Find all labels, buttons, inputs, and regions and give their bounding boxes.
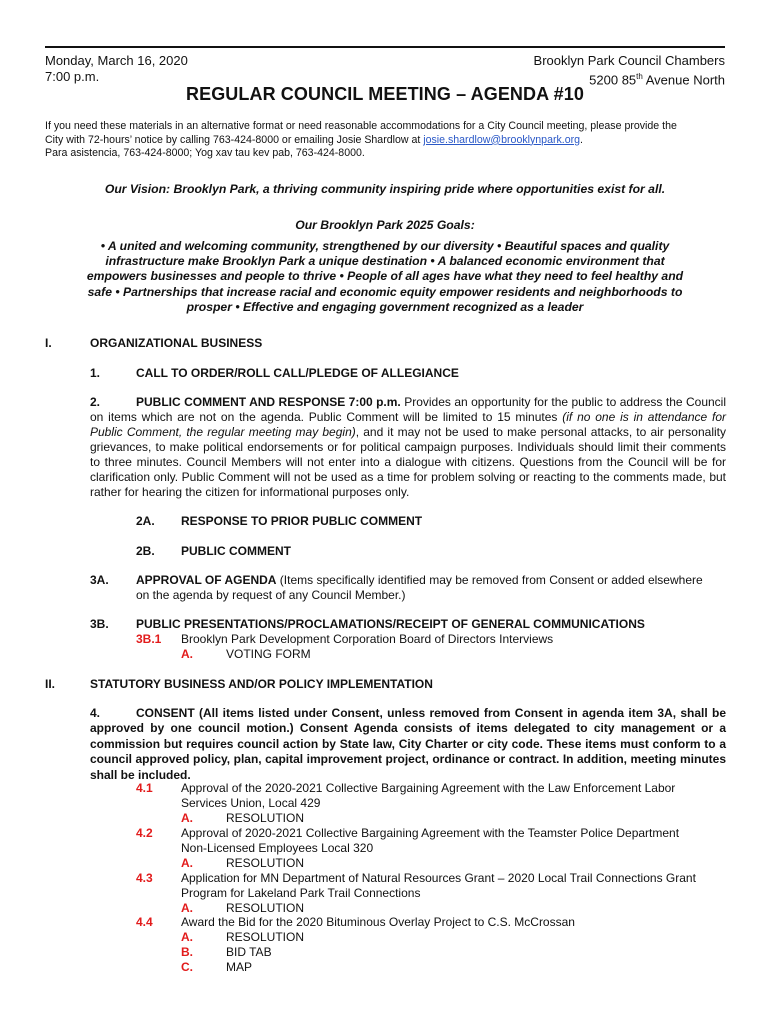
item-title: PUBLIC COMMENT	[181, 544, 291, 558]
sub-item-text[interactable]: Brooklyn Park Development Corporation Board of Directors Interviews	[181, 632, 554, 646]
item-number: 3B.	[90, 617, 109, 631]
consent-item-text-cont[interactable]: Services Union, Local 429	[181, 796, 321, 810]
attachment-letter: A.	[181, 901, 193, 915]
attachment-link[interactable]: BID TAB	[226, 945, 272, 959]
item-number: 1.	[90, 366, 101, 380]
section-number: II.	[45, 677, 56, 691]
meeting-date: Monday, March 16, 2020	[45, 53, 188, 68]
consent-item-number: 4.3	[136, 871, 153, 885]
page-title: REGULAR COUNCIL MEETING – AGENDA #10	[186, 84, 584, 104]
attachment-letter: B.	[181, 945, 193, 959]
consent-item-text[interactable]: Approval of the 2020-2021 Collective Bargaining Agreement with the Law Enforcement Labor	[181, 781, 676, 795]
goals-list: • A united and welcoming community, strengthened by our diversity • Beautiful spaces and quality infrastructure make Brooklyn Park a unique destination • A balanced economic environment that empowers businesses and people to thrive • People of all ages have what they need to feel healthy and safe • Partnerships that increase racial and economic equity empower residents and neighborhoods to prosper • Effective and engaging government recognized as a leader	[86, 239, 684, 314]
attachment-link[interactable]: RESOLUTION	[226, 811, 305, 825]
sub-item-number: 3B.1	[136, 632, 162, 646]
meeting-venue: Brooklyn Park Council Chambers	[533, 53, 725, 68]
attachment-link[interactable]: RESOLUTION	[226, 901, 305, 915]
consent-item-text-cont[interactable]: Program for Lakeland Park Trail Connections	[181, 886, 421, 900]
section-title: ORGANIZATIONAL BUSINESS	[90, 336, 263, 350]
approval-of-agenda: APPROVAL OF AGENDA (Items specifically identified may be removed from Consent or added elsewhere	[136, 573, 703, 587]
item-number: 2B.	[136, 544, 155, 558]
attachment-letter: A.	[181, 647, 193, 661]
consent-item-number: 4.2	[136, 826, 153, 840]
vision-statement: Our Vision: Brooklyn Park, a thriving community inspiring pride where opportunities exist for all.	[104, 182, 666, 196]
consent-item-text[interactable]: Approval of 2020-2021 Collective Bargaining Agreement with the Teamster Police Department	[181, 826, 680, 840]
consent-item-number: 4.1	[136, 781, 153, 795]
goals-title: Our Brooklyn Park 2025 Goals:	[295, 218, 475, 232]
header-rule	[45, 46, 725, 48]
public-comment-paragraph: 2. PUBLIC COMMENT AND RESPONSE 7:00 p.m. Provides an opportunity for the public to address the Council on items which are not on the agenda. Public Comment will be limited to 15 minutes (if no one is in attendance for Public Comment, the regular meeting may begin), and it may not be used to make personal attacks, to air personality grievances, to make political endorsements or for political campaign purposes. Individuals should limit their comments to three minutes. Council Members will not enter into a dialogue with citizens. Questions from the Council will be for clarification only. Public Comment will not be used as a time for problem solving or reacting to the comments made, but rather for hearing the citizen for informational purposes only.	[90, 395, 727, 499]
attachment-link[interactable]: MAP	[226, 960, 253, 974]
attachment-link[interactable]: RESOLUTION	[226, 930, 305, 944]
consent-paragraph: 4. CONSENT (All items listed under Consent, unless removed from Consent in agenda item 3A, shall be approved by one council motion.) Consent Agenda consists of items delegated to city management or a commission but requires council action by State law, City Charter or city code. These items must conform to a council approved policy, plan, capital improvement project, ordinance or contract. In addition, meeting minutes shall be included.	[90, 706, 726, 782]
attachment-link[interactable]: VOTING FORM	[226, 647, 311, 661]
consent-item-text-cont[interactable]: Non-Licensed Employees Local 320	[181, 841, 374, 855]
section-number: I.	[45, 336, 52, 350]
item-title: PUBLIC PRESENTATIONS/PROCLAMATIONS/RECEIPT OF GENERAL COMMUNICATIONS	[136, 617, 645, 631]
email-link[interactable]: josie.shardlow@brooklynpark.org	[423, 133, 581, 146]
item-number: 3A.	[90, 573, 109, 587]
item-number: 2A.	[136, 514, 155, 528]
approval-of-agenda-cont: on the agenda by request of any Council Member.)	[136, 588, 406, 602]
consent-item-text[interactable]: Award the Bid for the 2020 Bituminous Overlay Project to C.S. McCrossan	[181, 915, 575, 929]
meeting-time: 7:00 p.m.	[45, 69, 100, 84]
attachment-letter: A.	[181, 856, 193, 870]
item-title: CALL TO ORDER/ROLL CALL/PLEDGE OF ALLEGIANCE	[136, 366, 459, 380]
attachment-letter: A.	[181, 811, 193, 825]
attachment-link[interactable]: RESOLUTION	[226, 856, 305, 870]
consent-item-text[interactable]: Application for MN Department of Natural Resources Grant – 2020 Local Trail Connections Grant	[181, 871, 696, 885]
section-title: STATUTORY BUSINESS AND/OR POLICY IMPLEMENTATION	[90, 677, 433, 691]
attachment-letter: A.	[181, 930, 193, 944]
item-title: RESPONSE TO PRIOR PUBLIC COMMENT	[181, 514, 423, 528]
meeting-address: 5200 85th Avenue North	[589, 72, 725, 88]
consent-item-number: 4.4	[136, 915, 153, 929]
accessibility-notice: If you need these materials in an alternative format or need reasonable accommodations for a City Council meeting, please provide the City with 72-hours’ notice by calling 763-424-8000 or emailing Josie Shardlow at josie.shardlow@brooklynpark.org. Para asistencia, 763-424-8000; Yog xav tau kev pab, 763-424-8000.	[45, 120, 677, 160]
attachment-letter: C.	[181, 960, 193, 974]
